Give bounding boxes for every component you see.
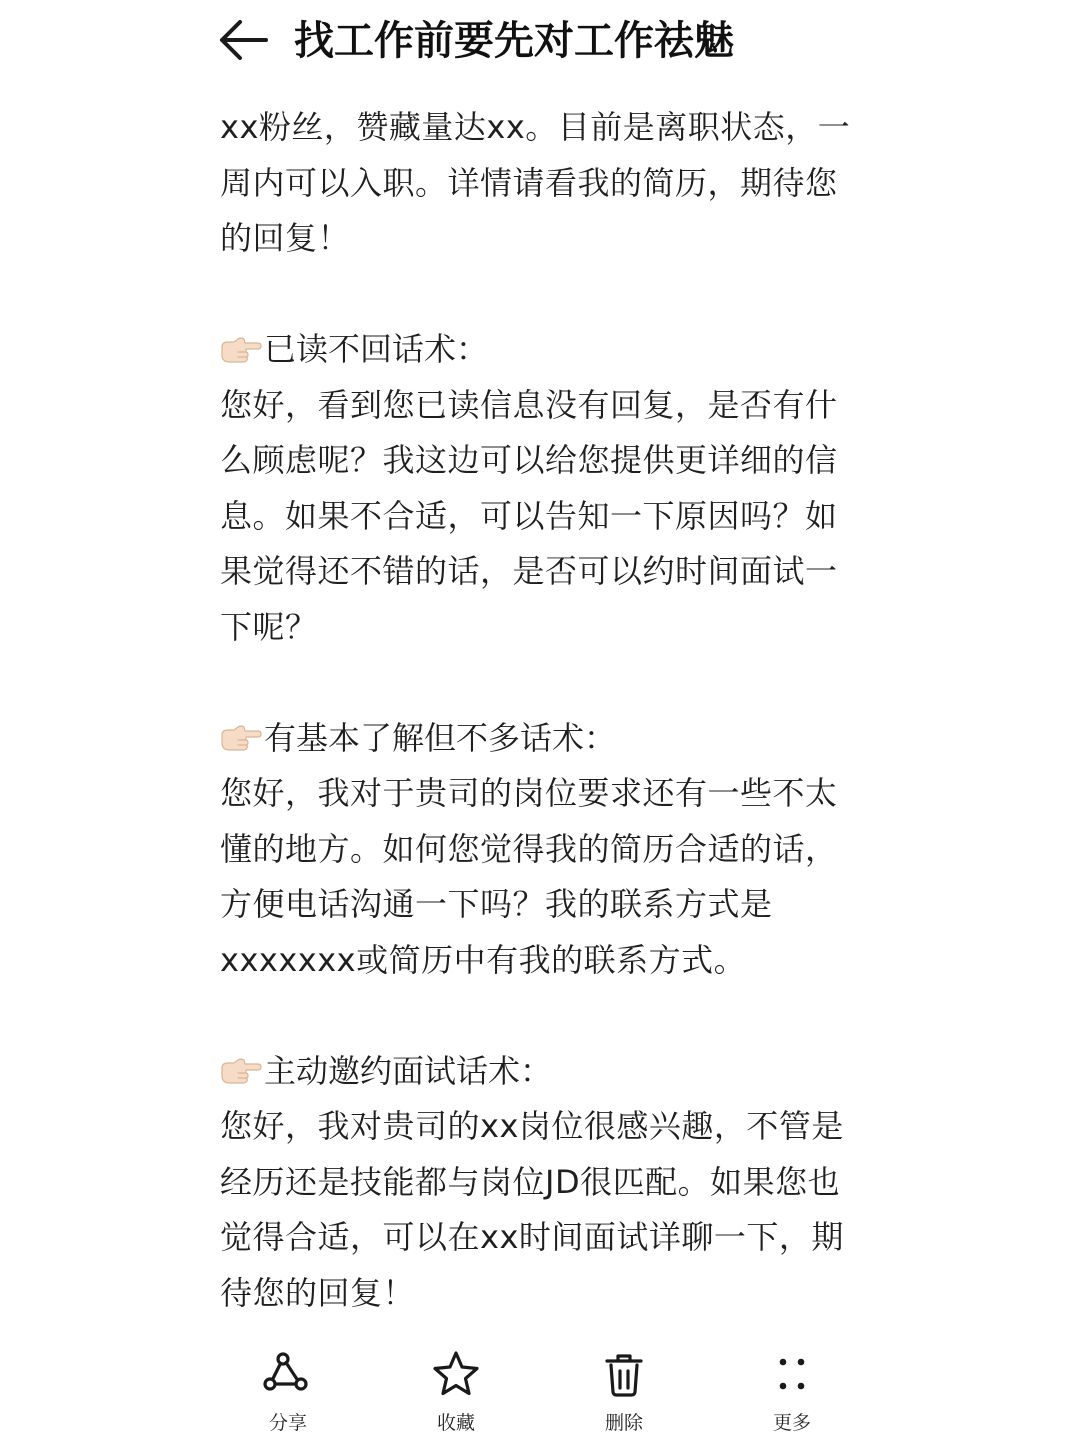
section-line: xxxxxxx或简历中有我的联系方式。 <box>220 940 747 979</box>
top-bar <box>0 0 1080 84</box>
favorite-label: 收藏 <box>436 1412 475 1434</box>
share-button[interactable] <box>238 1348 338 1440</box>
section-line: 么顾虑呢？我这边可以给您提供更详细的信 <box>220 441 838 479</box>
section-line: 您好，我对贵司的xx岗位很感兴趣，不管是 <box>220 1107 844 1145</box>
section-line: 您好，看到您已读信息没有回复，是否有什 <box>220 385 838 424</box>
pointing-hand-icon <box>220 335 262 365</box>
section-line: 觉得合适，可以在xx时间面试详聊一下，期 <box>220 1218 844 1256</box>
pointing-hand-icon <box>220 723 262 753</box>
favorite-button[interactable] <box>406 1348 506 1440</box>
trash-icon <box>597 1348 651 1402</box>
section-line: 待您的回复！ <box>220 1273 416 1312</box>
share-label: 分享 <box>268 1412 307 1434</box>
section-heading <box>220 711 860 767</box>
intro-line: 的回复！ <box>220 219 351 257</box>
back-button[interactable] <box>214 14 272 66</box>
page-title: 找工作前要先对工作祛魅 <box>294 18 734 64</box>
arrow-left-icon <box>216 18 270 62</box>
note-body <box>220 100 860 1321</box>
bottom-toolbar <box>0 1348 1080 1440</box>
section-line: 您好，我对于贵司的岗位要求还有一些不太 <box>220 774 838 812</box>
section-line: 经历还是技能都与岗位JD很匹配。如果您也 <box>220 1162 841 1201</box>
section-line: 息。如果不合适，可以告知一下原因吗？如 <box>220 496 838 535</box>
section-heading-text: 已读不回话术： <box>264 330 489 368</box>
pointing-hand-icon <box>220 1056 262 1086</box>
section-heading-text: 主动邀约面试话术： <box>264 1051 553 1090</box>
blank-line <box>220 988 860 1044</box>
section-line: 下呢？ <box>220 607 318 646</box>
blank-line <box>220 267 860 323</box>
intro-line: xx粉丝，赞藏量达xx。目前是离职状态，一 <box>220 108 851 146</box>
more-button[interactable] <box>742 1348 842 1440</box>
share-icon <box>261 1348 315 1402</box>
more-label: 更多 <box>772 1412 811 1434</box>
more-dots-icon <box>765 1348 819 1402</box>
intro-line: 周内可以入职。详情请看我的简历，期待您 <box>220 163 838 202</box>
section-heading-text: 有基本了解但不多话术： <box>264 718 617 757</box>
star-icon <box>429 1348 483 1402</box>
section-heading <box>220 322 860 378</box>
blank-line <box>220 655 860 711</box>
section-heading <box>220 1044 860 1100</box>
delete-button[interactable] <box>574 1348 674 1440</box>
delete-label: 删除 <box>604 1412 643 1434</box>
section-line: 果觉得还不错的话，是否可以约时间面试一 <box>220 552 838 590</box>
section-line: 懂的地方。如何您觉得我的简历合适的话， <box>220 829 838 868</box>
section-line: 方便电话沟通一下吗？我的联系方式是 <box>220 885 773 923</box>
